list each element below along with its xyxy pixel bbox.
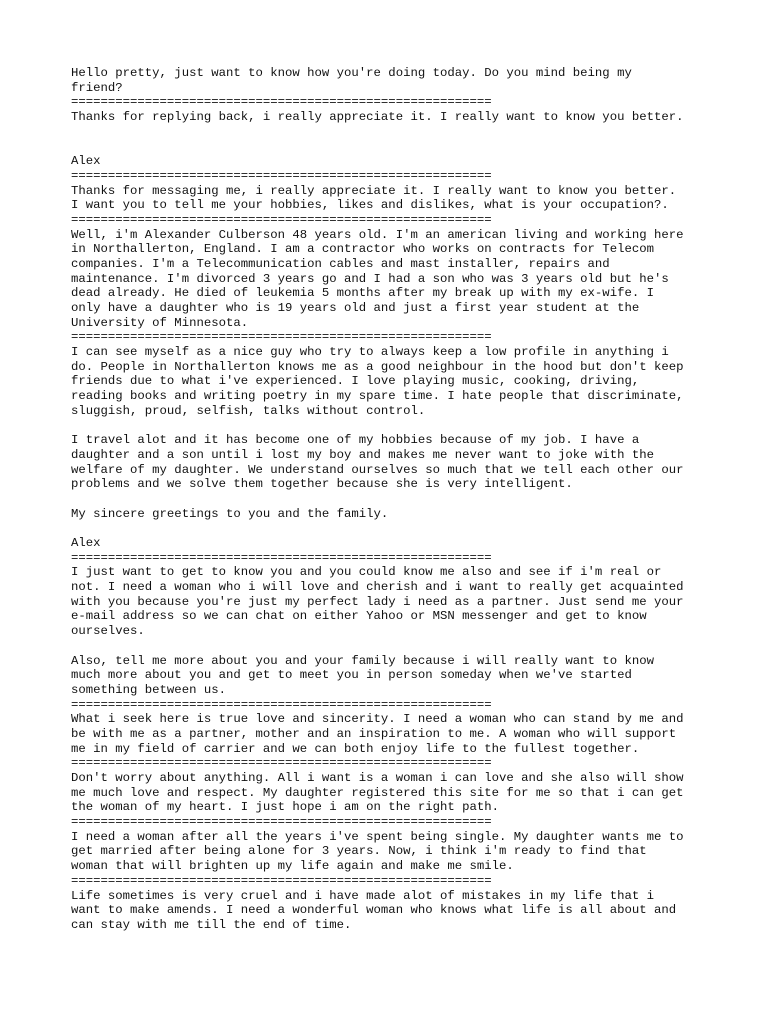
text-line: I need a woman after all the years i've spent being single. My daughter wants me to bbox=[71, 829, 684, 844]
message-block bbox=[71, 889, 711, 933]
message-document bbox=[71, 66, 711, 933]
text-line: Life sometimes is very cruel and i have made alot of mistakes in my life that i bbox=[71, 888, 654, 903]
text-line: My sincere greetings to you and the family. bbox=[71, 506, 389, 521]
message-block bbox=[71, 184, 711, 213]
separator-line: ========================================================= bbox=[71, 95, 492, 110]
separator-line: ========================================================= bbox=[71, 212, 492, 227]
text-line: problems and we solve them together because she is very intelligent. bbox=[71, 477, 573, 492]
text-line: University of Minnesota. bbox=[71, 315, 249, 330]
text-line: me much love and respect. My daughter registered this site for me so that i can get bbox=[71, 785, 684, 800]
blank-line bbox=[71, 492, 711, 507]
separator-line: ========================================================= bbox=[71, 168, 492, 183]
text-line: Alex bbox=[71, 536, 101, 550]
text-line: me in my field of carrier and we can both enjoy life to the fullest together. bbox=[71, 741, 640, 756]
text-line: What i seek here is true love and sincerity. I need a woman who can stand by me and bbox=[71, 712, 684, 727]
text-line: friends due to what i've experienced. I love playing music, cooking, driving, bbox=[71, 374, 640, 389]
text-line: maintenance. I'm divorced 3 years go and I had a son who was 3 years old but he's bbox=[71, 271, 669, 286]
message-block bbox=[71, 228, 711, 331]
text-line: Thanks for messaging me, i really appreciate it. I really want to know you better. bbox=[71, 183, 677, 198]
text-line: get married after being alone for 3 years. Now, i think i'm ready to find that bbox=[71, 844, 647, 859]
text-line: I just want to get to know you and you could know me also and see if i'm real or bbox=[71, 565, 662, 580]
message-block bbox=[71, 345, 711, 551]
blank-line bbox=[71, 419, 711, 434]
text-line: something between us. bbox=[71, 682, 226, 697]
text-line: I want you to tell me your hobbies, likes and dislikes, what is your occupation?. bbox=[71, 198, 669, 213]
separator-line: ========================================================= bbox=[71, 815, 492, 830]
text-line: woman that will brighten up my life again and make me smile. bbox=[71, 859, 514, 874]
text-line: be with me as a partner, mother and an inspiration to me. A woman who will support bbox=[71, 726, 677, 741]
text-line: dead already. He died of leukemia 5 months after my break up with my ex-wife. I bbox=[71, 286, 654, 301]
text-line: e-mail address so we can chat on either Yahoo or MSN messenger and get to know bbox=[71, 609, 647, 624]
text-line: Don't worry about anything. All i want is a woman i can love and she also will show bbox=[71, 771, 684, 785]
text-line: Hello pretty, just want to know how you're doing today. Do you mind being my bbox=[71, 66, 632, 80]
separator-line: ========================================================= bbox=[71, 756, 492, 771]
message-block bbox=[71, 66, 711, 95]
message-block bbox=[71, 712, 711, 756]
separator-line: ========================================================= bbox=[71, 550, 492, 565]
message-block bbox=[71, 830, 711, 874]
text-line: do. People in Northallerton knows me as a good neighbour in the hood but don't keep bbox=[71, 359, 684, 374]
text-line: much more about you and get to meet you in person someday when we've started bbox=[71, 668, 632, 683]
text-line: Well, i'm Alexander Culberson 48 years old. I'm an american living and working here bbox=[71, 227, 684, 242]
message-block bbox=[71, 771, 711, 815]
text-line: I can see myself as a nice guy who try to always keep a low profile in anything i bbox=[71, 345, 669, 360]
text-line: companies. I'm a Telecommunication cables and mast installer, repairs and bbox=[71, 256, 610, 271]
text-line: daughter and a son until i lost my boy and makes me never want to joke with the bbox=[71, 447, 654, 462]
text-line: only have a daughter who is 19 years old and just a first year student at the bbox=[71, 301, 640, 315]
text-line: can stay with me till the end of time. bbox=[71, 917, 352, 932]
text-line: Also, tell me more about you and your family because i will really want to know bbox=[71, 653, 654, 668]
text-line: the woman of my heart. I just hope i am on the right path. bbox=[71, 800, 500, 815]
message-block bbox=[71, 110, 711, 169]
separator-line: ========================================================= bbox=[71, 697, 492, 712]
text-line: ourselves. bbox=[71, 624, 145, 639]
separator-line: ========================================================= bbox=[71, 330, 492, 345]
separator-line: ========================================================= bbox=[71, 873, 492, 888]
text-line: want to make amends. I need a wonderful woman who knows what life is all about and bbox=[71, 903, 677, 918]
text-line: with you because you're just my perfect lady i need as a partner. Just send me your bbox=[71, 594, 684, 609]
text-line: not. I need a woman who i will love and cherish and i want to really get acquainted bbox=[71, 580, 684, 595]
text-line: in Northallerton, England. I am a contractor who works on contracts for Telecom bbox=[71, 242, 654, 257]
text-line: I travel alot and it has become one of my hobbies because of my job. I have a bbox=[71, 433, 640, 448]
blank-line bbox=[71, 139, 711, 154]
text-line: reading books and writing poetry in my spare time. I hate people that discriminate, bbox=[71, 389, 684, 404]
text-line: welfare of my daughter. We understand ourselves so much that we tell each other our bbox=[71, 462, 684, 477]
text-line: friend? bbox=[71, 80, 123, 95]
text-line: Thanks for replying back, i really appreciate it. I really want to know you better. bbox=[71, 110, 684, 125]
blank-line bbox=[71, 125, 711, 140]
message-block bbox=[71, 565, 711, 697]
text-line: sluggish, proud, selfish, talks without control. bbox=[71, 403, 426, 418]
blank-line bbox=[71, 521, 711, 536]
text-line: Alex bbox=[71, 154, 101, 169]
blank-line bbox=[71, 639, 711, 654]
